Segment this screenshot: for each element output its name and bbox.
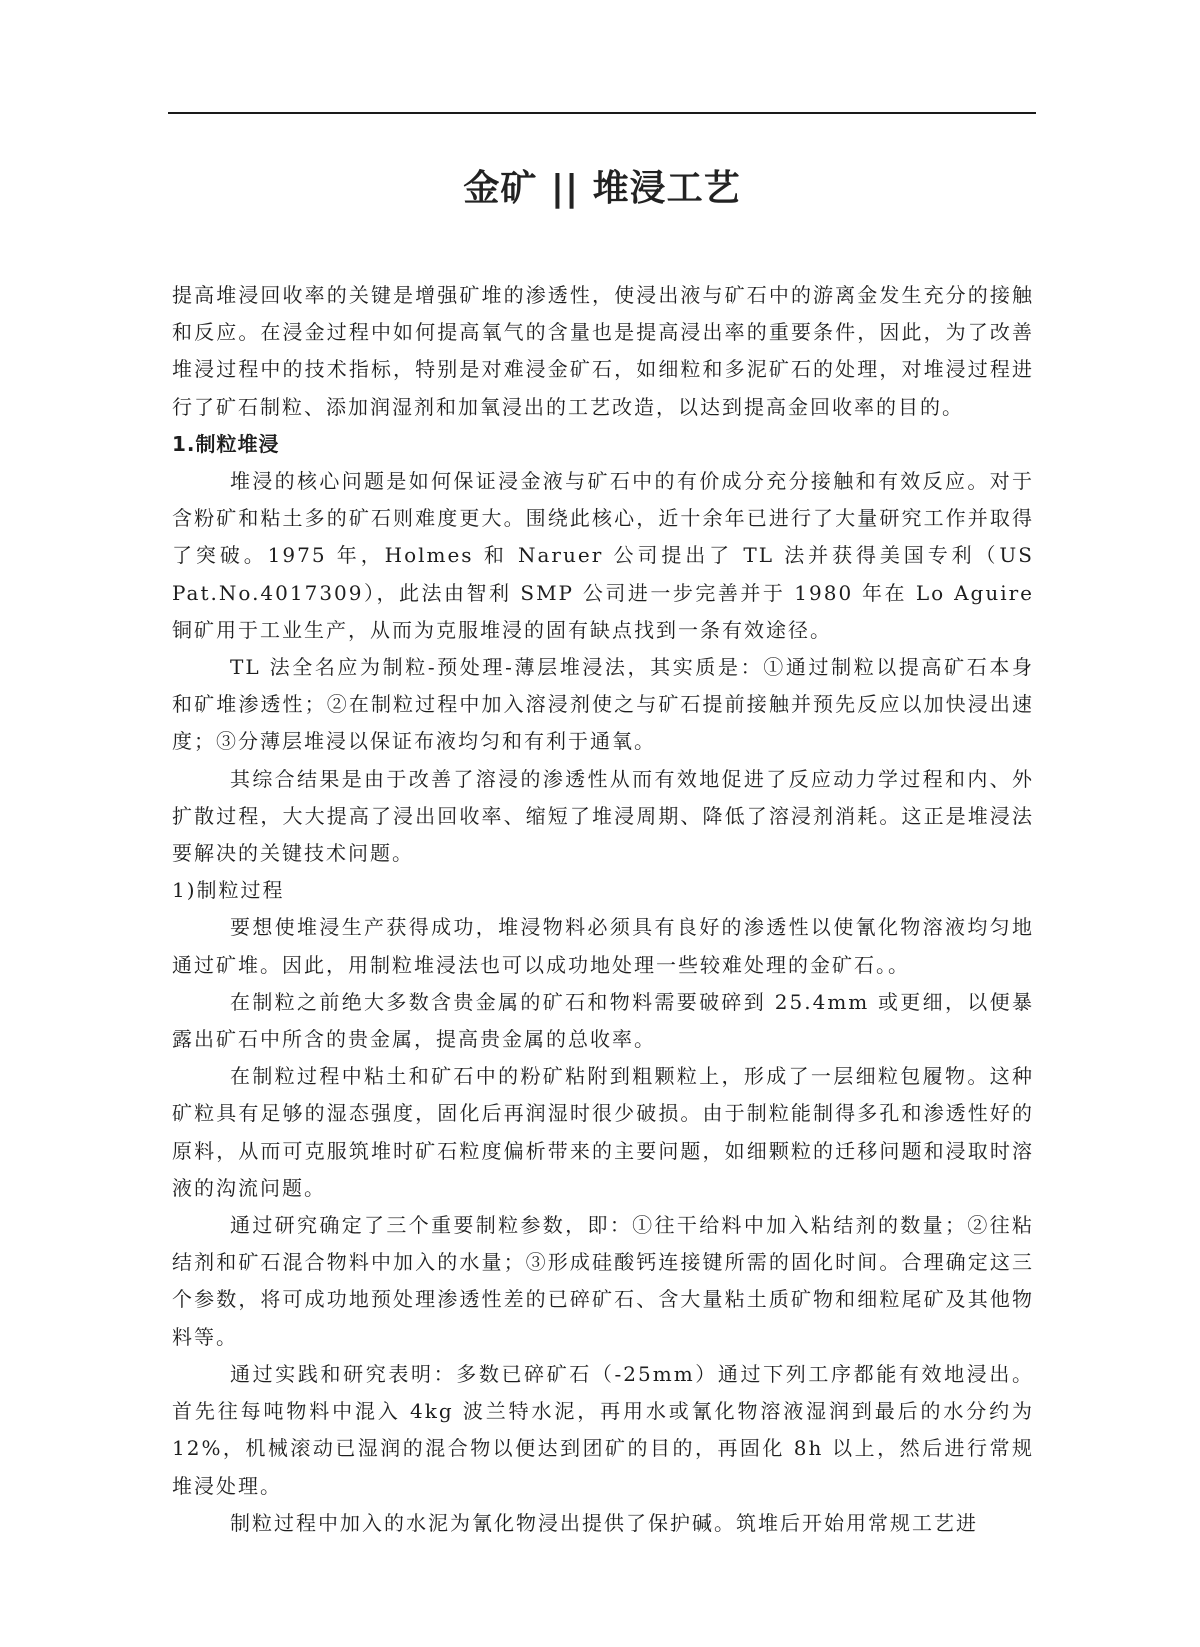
intro-paragraph: 提高堆浸回收率的关键是增强矿堆的渗透性，使浸出液与矿石中的游离金发生充分的接触和反应。在浸金过程中如何提高氧气的含量也是提高浸出率的重要条件，因此，为了改善堆浸过程中的技术指标，特别是对难浸金矿石，如细粒和多泥矿石的处理，对堆浸过程进行了矿石制粒、添加润湿剂和加氧浸出的工艺改造，以达到提高金回收率的目的。 [172, 283, 1034, 419]
body-paragraph: 制粒过程中加入的水泥为氰化物浸出提供了保护碱。筑堆后开始用常规工艺进 [230, 1510, 978, 1535]
body-paragraph: 通过实践和研究表明：多数已碎矿石（-25mm）通过下列工序都能有效地浸出。首先往每吨物料中混入 4kg 波兰特水泥，再用水或氰化物溶液湿润到最后的水分约为 12%，机械滚动已湿润的混合物以便达到团矿的目的，再固化 8h 以上，然后进行常规堆浸处理。 [172, 1361, 1034, 1498]
section-heading: 1.制粒堆浸 [172, 431, 280, 456]
document-body [172, 277, 1034, 1542]
body-paragraph: TL 法全名应为制粒-预处理-薄层堆浸法，其实质是：①通过制粒以提高矿石本身和矿堆渗透性；②在制粒过程中加入溶浸剂使之与矿石提前接触并预先反应以加快浸出速度；③分薄层堆浸以保证布液均匀和有利于通氧。 [172, 655, 1034, 754]
body-paragraph: 堆浸的核心问题是如何保证浸金液与矿石中的有价成分充分接触和有效反应。对于含粉矿和粘土多的矿石则难度更大。围绕此核心，近十余年已进行了大量研究工作并取得了突破。1975 年，Holmes 和 Naruer 公司提出了 TL 法并获得美国专利（US Pat.No.4017309），此法由智利 SMP 公司进一步完善并于 1980 年在 Lo Aguire 铜矿用于工业生产，从而为克服堆浸的固有缺点找到一条有效途径。 [172, 469, 1034, 642]
document-title: 金矿 || 堆浸工艺 [463, 168, 741, 209]
body-paragraph: 在制粒之前绝大多数含贵金属的矿石和物料需要破碎到 25.4mm 或更细，以便暴露出矿石中所含的贵金属，提高贵金属的总收率。 [172, 989, 1034, 1052]
body-paragraph: 要想使堆浸生产获得成功，堆浸物料必须具有良好的渗透性以使氰化物溶液均匀地通过矿堆。因此，用制粒堆浸法也可以成功地处理一些较难处理的金矿石。。 [172, 915, 1034, 977]
body-paragraph: 在制粒过程中粘土和矿石中的粉矿粘附到粗颗粒上，形成了一层细粒包履物。这种矿粒具有足够的湿态强度，固化后再润湿时很少破损。由于制粒能制得多孔和渗透性好的原料，从而可克服筑堆时矿石粒度偏析带来的主要问题，如细颗粒的迁移问题和浸取时溶液的沟流问题。 [172, 1064, 1034, 1200]
body-paragraph: 其综合结果是由于改善了溶浸的渗透性从而有效地促进了反应动力学过程和内、外扩散过程，大大提高了浸出回收率、缩短了堆浸周期、降低了溶浸剂消耗。这正是堆浸法要解决的关键技术问题。 [172, 766, 1034, 866]
subsection-heading: 1)制粒过程 [172, 878, 285, 903]
header-rule [168, 112, 1036, 114]
body-paragraph: 通过研究确定了三个重要制粒参数，即：①往干给料中加入粘结剂的数量；②往粘结剂和矿石混合物料中加入的水量；③形成硅酸钙连接键所需的固化时间。合理确定这三个参数，将可成功地预处理渗透性差的已碎矿石、含大量粘土质矿物和细粒尾矿及其他物料等。 [172, 1213, 1034, 1349]
